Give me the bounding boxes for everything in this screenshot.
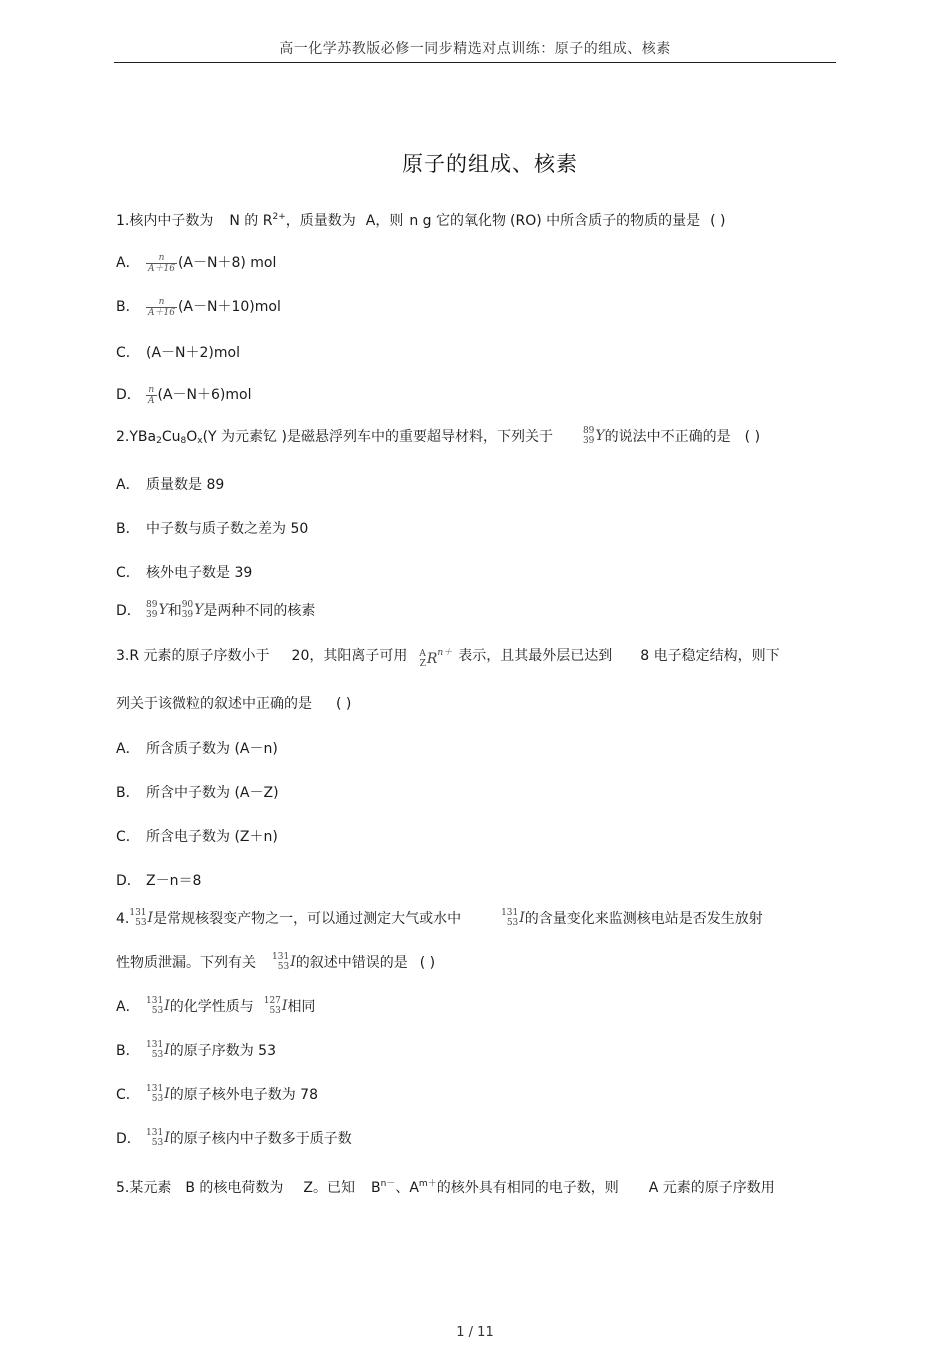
question-4-stem-line-1: 4. 131 53 I是常规核裂变产物之一，可以通过测定大气或水中 131 53 I的含量变化来监测核电站是否发生放射	[116, 908, 763, 928]
question-4-option-a: A． 131 53 I的化学性质与 127 53 I相同	[116, 996, 316, 1016]
nuclide-symbol: 131 53 I	[146, 1040, 170, 1060]
nuclide-symbol: 90 39 Y	[181, 600, 204, 620]
question-1-stem: 1.核内中子数为 N 的 $R^{2+}$，质量数为 A，则 n g 它的氧化物 (RO) 中所含质子的物质的量是 ( )	[116, 212, 726, 229]
question-1-option-d: D． $\frac{n}{A}$ (A－N＋6)mol	[116, 384, 252, 406]
question-1-option-c: C． (A－N＋2)mol	[116, 345, 240, 361]
question-3-option-b: B． 所含中子数为 (A－Z)	[116, 785, 279, 801]
question-5-stem: 5.某元素 B 的核电荷数为 Z。已知 $B^{n-}$、$A^{m+}$的核外具有相同的电子数，则 A 元素的原子序数用	[116, 1179, 775, 1196]
nuclide-symbol: 131 53 I	[129, 908, 154, 928]
fraction: $\frac{n}{A+16}$	[148, 252, 175, 274]
question-4-option-b: B． 131 53 I的原子序数为 53	[116, 1040, 276, 1060]
question-3-option-a: A． 所含质子数为 (A－n)	[116, 741, 278, 757]
nuclide-symbol: A Z $R^{n+}$	[419, 648, 453, 669]
question-2-option-b: B． 中子数与质子数之差为 50	[116, 521, 309, 537]
question-1-option-b: B． $\frac{n}{A+16}$ (A－N＋10)mol	[116, 296, 281, 318]
page-header: 高一化学苏教版必修一同步精选对点训练：原子的组成、核素	[279, 41, 671, 57]
question-2-option-a: A． 质量数是 89	[116, 477, 225, 493]
question-2-stem: $2.YBa_2Cu_8O_x(Y$ 为元素钇 )是磁悬浮列车中的重要超导材料，下列关于 89 39 Y的说法中不正确的是 ( )	[116, 426, 761, 446]
fraction: $\frac{n}{A}$	[148, 384, 155, 406]
header-divider	[114, 62, 836, 63]
question-4-option-c: C． 131 53 I的原子核外电子数为 78	[116, 1084, 318, 1104]
nuclide-symbol: 131 53 I	[146, 996, 170, 1016]
nuclide-symbol: 89 39 Y	[146, 600, 168, 620]
question-3-option-c: C． 所含电子数为 (Z＋n)	[116, 829, 278, 845]
nuclide-symbol: 131 53 I	[146, 1128, 170, 1148]
question-1-option-a: A． $\frac{n}{A+16}$ (A－N＋8) mol	[116, 252, 277, 274]
page-number: 1 / 11	[456, 1325, 494, 1340]
question-4-option-d: D． 131 53 I的原子核内中子数多于质子数	[116, 1128, 352, 1148]
nuclide-symbol: 131 53 I	[501, 908, 525, 928]
question-2-option-c: C． 核外电子数是 39	[116, 565, 253, 581]
nuclide-symbol: 131 53 I	[272, 952, 296, 972]
nuclide-symbol: 89 39 Y	[582, 426, 605, 446]
fraction: $\frac{n}{A+16}$	[148, 296, 175, 318]
question-2-option-d: D． 89 39 Y和 90 39 Y是两种不同的核素	[116, 600, 316, 620]
document-title: 原子的组成、核素	[402, 152, 578, 176]
question-3-stem-line-2: 列关于该微粒的叙述中正确的是 ( )	[116, 696, 352, 712]
nuclide-symbol: 131 53 I	[146, 1084, 170, 1104]
nuclide-symbol: 127 53 I	[263, 996, 288, 1016]
question-4-stem-line-2: 性物质泄漏。下列有关 131 53 I的叙述中错误的是 ( )	[116, 952, 436, 972]
question-3-option-d: D． Z－n＝8	[116, 873, 202, 889]
question-3-stem-line-1: 3.R 元素的原子序数小于 20，其阳离子可用 A Z $R^{n+}$ 表示，且其最外层已达到 8 电子稳定结构，则下	[116, 645, 780, 667]
